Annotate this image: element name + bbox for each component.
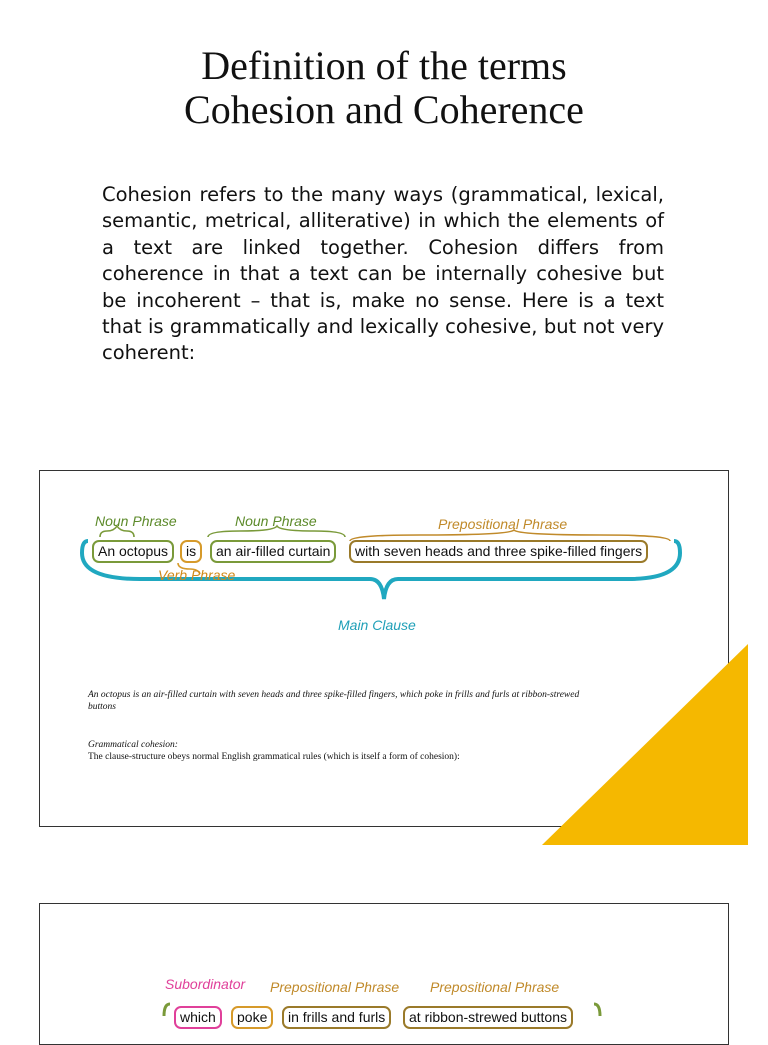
label-prepositional-phrase: Prepositional Phrase <box>438 516 568 532</box>
example-sentence: An octopus is an air-filled curtain with seven heads and three spike-filled fingers, which poke in frills and furls at ribbon-strewed buttons <box>88 690 580 712</box>
box-is: is <box>180 540 202 563</box>
accent-triangle <box>540 642 750 847</box>
label-noun-phrase-2: Noun Phrase <box>235 513 317 529</box>
box-at-ribbon: at ribbon-strewed buttons <box>403 1006 573 1029</box>
label-subordinator: Subordinator <box>165 976 246 992</box>
page-title <box>0 44 768 132</box>
label-verb-phrase: Verb Phrase <box>158 567 236 583</box>
box-with-seven-heads: with seven heads and three spike-filled fingers <box>349 540 648 563</box>
box-which: which <box>174 1006 222 1029</box>
label-noun-phrase-1: Noun Phrase <box>95 513 177 529</box>
box-air-filled-curtain: an air-filled curtain <box>210 540 336 563</box>
title-line-1: Definition of the terms <box>201 43 567 88</box>
box-an-octopus: An octopus <box>92 540 174 563</box>
accent-triangle-shape <box>542 644 748 845</box>
noun-phrase-brace-1 <box>100 526 134 537</box>
box-poke: poke <box>231 1006 273 1029</box>
clause-brace-left <box>164 1004 170 1016</box>
clause-brace-right <box>594 1004 600 1016</box>
box-in-frills: in frills and furls <box>282 1006 391 1029</box>
noun-phrase-brace-2 <box>208 526 345 537</box>
cohesion-heading: Grammatical cohesion: <box>88 740 178 750</box>
cohesion-text: The clause-structure obeys normal English grammatical rules (which is itself a form of cohesion): <box>88 752 460 762</box>
label-prepositional-phrase-1: Prepositional Phrase <box>270 979 400 995</box>
label-prepositional-phrase-2: Prepositional Phrase <box>430 979 560 995</box>
title-line-2: Cohesion and Coherence <box>184 87 584 132</box>
label-main-clause: Main Clause <box>338 617 416 633</box>
definition-paragraph: Cohesion refers to the many ways (grammatical, lexical, semantic, metrical, alliterative) in which the elements of a text are linked together. Cohesion differs from coherence in that a text can be internally cohesive but be incoherent – that is, make no sense. Here is a text that is grammatically and lexically cohesive, but not very coherent: <box>102 183 664 365</box>
